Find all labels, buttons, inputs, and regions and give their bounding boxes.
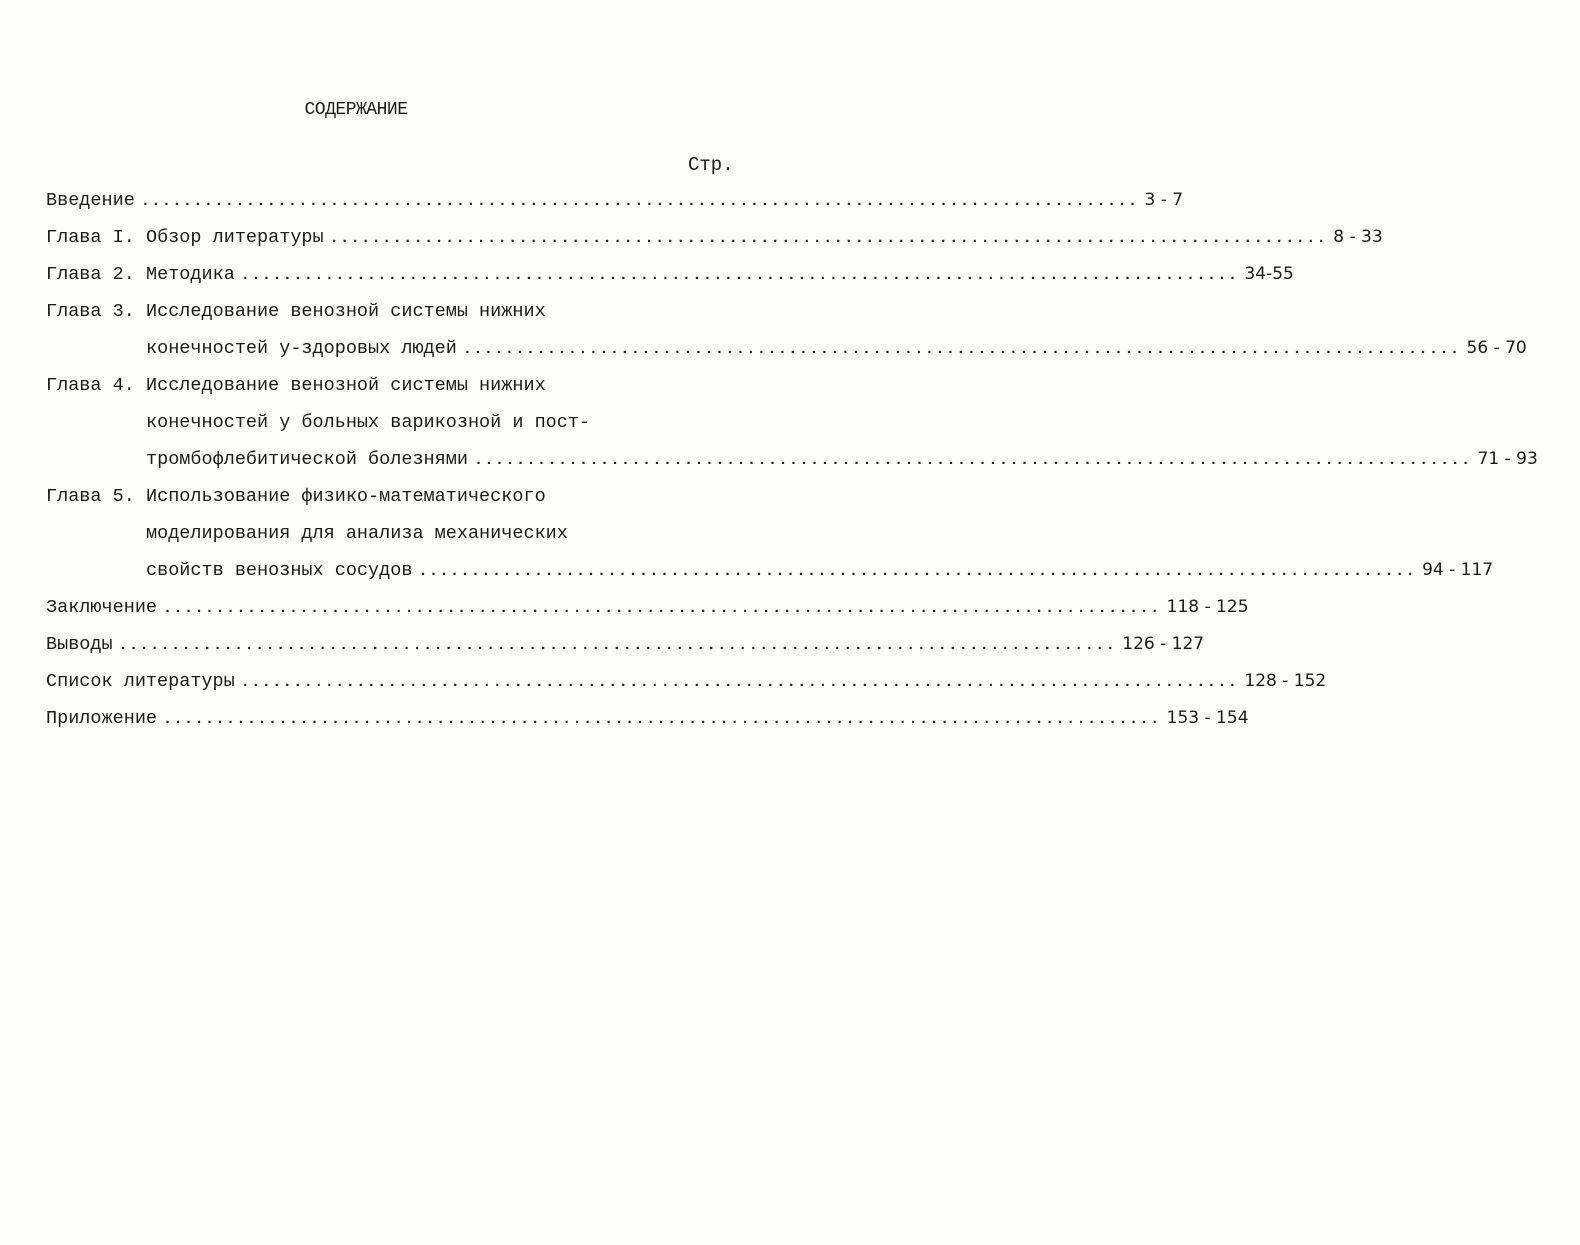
toc-entry-title: Выводы — [46, 634, 113, 655]
toc-entry-title-continued: тромбофлебитической болезнями — [146, 449, 468, 470]
page-column-header: Стр. — [688, 154, 734, 176]
table-of-contents — [46, 190, 1538, 745]
page-title: СОДЕРЖАНИЕ — [304, 100, 408, 120]
toc-entry-pages: 71 - 93 — [1477, 449, 1538, 469]
dot-leader: ............................................................................................... — [163, 600, 1161, 617]
toc-entry-chapter-4 — [46, 375, 1538, 486]
chapter-number: Глава 2. — [46, 264, 135, 285]
toc-entry-pages: 128 - 152 — [1244, 671, 1327, 691]
toc-entry-pages: 8 - 33 — [1333, 227, 1383, 247]
toc-entry-pages: 118 - 125 — [1166, 597, 1249, 617]
dot-leader: ............................................................................................... — [418, 563, 1417, 580]
toc-entry-chapter-3 — [46, 301, 1527, 375]
toc-entry-title: Исследование венозной системы нижних — [146, 301, 546, 322]
chapter-number: Глава 4. — [46, 375, 135, 396]
dot-leader: ............................................................................................... — [163, 711, 1161, 728]
toc-entry-title: Исследование венозной системы нижних — [146, 375, 546, 396]
toc-entry-references — [46, 671, 1327, 708]
toc-entry-conclusion — [46, 597, 1249, 634]
toc-entry-title: Список литературы — [46, 671, 235, 692]
toc-entry-chapter-5 — [46, 486, 1494, 597]
toc-entry-chapter-2 — [46, 264, 1294, 301]
dot-leader: ............................................................................................... — [240, 267, 1239, 284]
toc-entry-pages: 94 - 117 — [1422, 560, 1494, 580]
chapter-number: Глава I. — [46, 227, 135, 248]
chapter-number: Глава 3. — [46, 301, 135, 322]
toc-entry-pages: 153 - 154 — [1166, 708, 1249, 728]
toc-entry-title: Обзор литературы — [146, 227, 324, 248]
toc-entry-title-continued: конечностей у больных варикозной и пост- — [146, 412, 591, 433]
dot-leader: ............................................................................................... — [240, 674, 1239, 691]
toc-entry-introduction — [46, 190, 1184, 227]
toc-entry-appendix — [46, 708, 1249, 745]
dot-leader: ............................................................................................... — [118, 637, 1117, 654]
dot-leader: ............................................................................................... — [473, 452, 1472, 469]
toc-entry-pages: 34-55 — [1244, 264, 1294, 284]
dot-leader: ............................................................................................... — [140, 193, 1139, 210]
toc-entry-title: Использование физико-математического — [146, 486, 546, 507]
toc-entry-pages: 56 - 70 — [1466, 338, 1527, 358]
chapter-number: Глава 5. — [46, 486, 135, 507]
dot-leader: ............................................................................................... — [329, 230, 1328, 247]
toc-entry-title-continued: свойств венозных сосудов — [146, 560, 413, 581]
toc-entry-title: Заключение — [46, 597, 158, 618]
toc-entry-title-continued: моделирования для анализа механических — [146, 523, 568, 544]
toc-entry-pages: 3 - 7 — [1144, 190, 1184, 210]
toc-entry-title: Методика — [146, 264, 235, 285]
toc-entry-chapter-1 — [46, 227, 1383, 264]
toc-entry-pages: 126 - 127 — [1122, 634, 1205, 654]
toc-entry-title: Введение — [46, 190, 135, 211]
toc-entry-title-continued: конечностей у-здоровых людей — [146, 338, 457, 359]
dot-leader: ............................................................................................... — [462, 341, 1461, 358]
toc-entry-title: Приложение — [46, 708, 158, 729]
toc-entry-findings — [46, 634, 1205, 671]
